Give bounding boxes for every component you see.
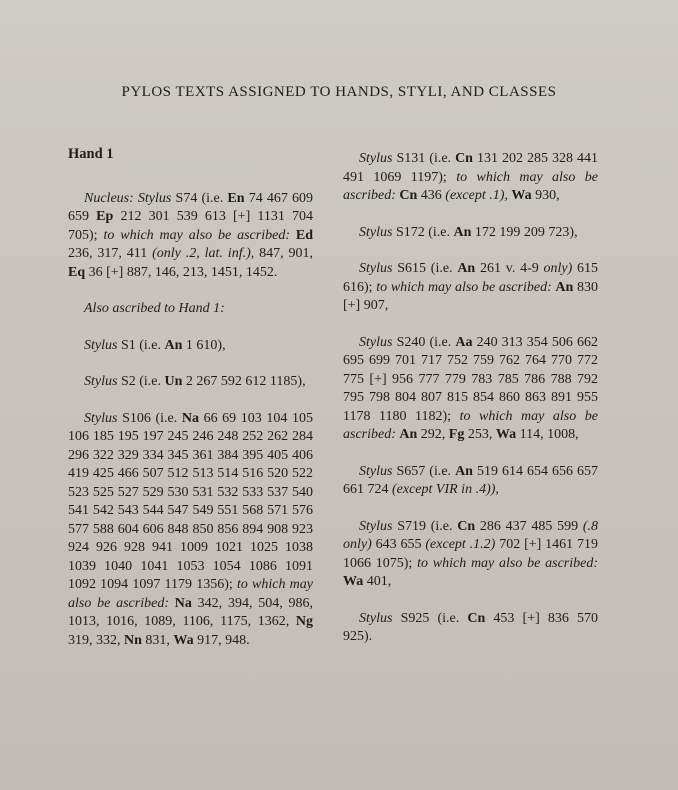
text-fragment: S74 <box>175 190 198 206</box>
text-fragment: Stylus <box>359 261 393 276</box>
text-fragment: 917, 948. <box>197 632 250 648</box>
text-fragment: Aa <box>455 334 473 350</box>
text-fragment: Wa <box>495 427 517 442</box>
text-fragment: 240 313 354 506 662 695 699 701 717 752 759 762 764 770 772 775 [+] 956 777 779 783 785 786 788 792 795 798 804 807 815 854 860 863 891 955 1178 1180 1182); <box>343 334 599 424</box>
text-fragment: 236, 317, 411 <box>68 246 148 261</box>
page-title: PYLOS TEXTS ASSIGNED TO HANDS, STYLI, AND CLASSES <box>121 84 557 100</box>
text-fragment: 114, 1008, <box>519 427 579 442</box>
text-fragment: only) <box>543 261 573 276</box>
text-fragment: An <box>555 279 574 295</box>
text-fragment: S615 <box>397 261 427 276</box>
text-fragment: (.8 only) <box>343 518 599 552</box>
text-fragment: to which may also be ascribed: <box>343 408 598 442</box>
indent <box>343 519 359 534</box>
stylus-s1 <box>68 337 313 356</box>
text-fragment: Nucleus: <box>84 190 134 206</box>
text-fragment: (i.e. <box>429 151 452 166</box>
text-fragment: An <box>399 427 418 442</box>
text-fragment: 831, <box>145 632 170 648</box>
text-fragment: Cn <box>399 188 418 203</box>
text-fragment: Ng <box>295 614 313 629</box>
also-ascribed-label: Also ascribed to Hand 1: <box>84 301 225 316</box>
text-fragment: 36 [+] 887, 146, 213, 1451, 1452. <box>88 264 278 280</box>
text-fragment: S172 <box>395 224 425 240</box>
text-fragment: S2 <box>120 374 136 389</box>
text-fragment: Stylus <box>137 190 172 206</box>
text-fragment: 66 69 103 104 105 106 185 195 197 245 246 248 252 262 284 296 322 329 334 345 361 384 395 405 406 419 425 466 507 512 513 514 516 520 522 523 525 527 529 530 531 532 533 537 540 541 542 543 544 547 549 551 568 571 576 577 588 604 606 848 850 856 894 908 923 924 926 928 941 1009 1021 1025 1038 1039 1040 1041 1053 1054 1086 1091 1092 1094 1097 1179 1356); <box>68 410 314 592</box>
hand-heading: Hand 1 <box>68 146 114 162</box>
text-fragment: Cn <box>467 610 486 626</box>
text-fragment: to which may also be ascribed: <box>68 577 313 611</box>
text-fragment: (i.e. <box>437 610 460 626</box>
text-fragment: En <box>227 190 245 206</box>
text-fragment: Stylus <box>359 334 393 350</box>
text-fragment: 172 199 209 723), <box>474 224 578 240</box>
stylus-s172 <box>343 224 598 243</box>
text-fragment: S925 <box>400 610 430 626</box>
text-fragment: 292, <box>420 427 446 442</box>
text-fragment: Wa <box>343 574 364 589</box>
indent <box>68 411 84 426</box>
indent <box>343 225 359 240</box>
text-fragment: Cn <box>455 151 473 166</box>
text-fragment: Stylus <box>359 151 393 166</box>
indent <box>343 261 359 276</box>
text-fragment: 2 267 592 612 1185), <box>185 374 306 389</box>
text-fragment: 319, 332, <box>68 632 121 648</box>
text-fragment: (i.e. <box>155 410 178 426</box>
text-fragment: 253, <box>467 427 493 442</box>
text-fragment: 286 437 485 599 <box>479 518 579 534</box>
text-fragment: S106 <box>122 410 151 426</box>
text-fragment: An <box>455 463 473 479</box>
text-fragment: Na <box>181 410 199 426</box>
text-fragment: Stylus <box>84 374 118 389</box>
left-column <box>68 145 313 668</box>
stylus-s657 <box>343 463 598 500</box>
text-fragment: Stylus <box>359 518 393 534</box>
text-fragment: (only .2, lat. inf.), <box>152 246 255 261</box>
stylus-s2 <box>68 373 313 392</box>
text-fragment: An <box>457 261 476 276</box>
indent <box>343 611 359 626</box>
text-fragment: 702 [+] 1461 719 1066 1075); <box>343 537 599 571</box>
stylus-s131 <box>343 150 598 206</box>
text-fragment: Cn <box>457 518 476 534</box>
text-fragment: S657 <box>396 463 426 479</box>
text-fragment: S240 <box>396 334 426 350</box>
text-fragment: (except VIR in .4)), <box>392 482 499 497</box>
text-fragment: Wa <box>173 632 194 648</box>
text-fragment: S131 <box>396 151 426 166</box>
text-fragment: (i.e. <box>139 337 162 353</box>
text-fragment: S719 <box>397 518 426 534</box>
text-fragment: 131 202 285 328 441 491 1069 1197); <box>343 151 599 185</box>
text-fragment: to which may also be ascribed: <box>343 169 598 203</box>
indent <box>68 374 84 389</box>
text-fragment: Na <box>174 595 192 611</box>
indent <box>343 464 359 479</box>
text-fragment: Stylus <box>359 224 393 240</box>
text-fragment: (i.e. <box>430 518 453 534</box>
text-fragment: 615 616); <box>343 261 599 295</box>
text-fragment: to which may also be ascribed: <box>103 227 290 243</box>
text-fragment: 212 301 539 613 [+] 1131 704 705); <box>68 209 314 243</box>
text-fragment: Stylus <box>359 610 393 626</box>
text-fragment: Stylus <box>359 463 393 479</box>
text-fragment: 930, <box>535 188 560 203</box>
text-fragment: (i.e. <box>139 374 162 389</box>
text-fragment: 519 614 654 656 657 661 724 <box>343 463 599 497</box>
text-fragment: (except .1), <box>445 188 508 203</box>
text-fragment: Eq <box>68 264 86 280</box>
text-fragment: (i.e. <box>429 334 452 350</box>
text-fragment: 1 610), <box>185 337 226 353</box>
stylus-s925 <box>343 610 598 647</box>
indent <box>68 338 84 353</box>
right-column <box>343 150 598 665</box>
text-fragment: 436 <box>420 188 442 203</box>
stylus-s240 <box>343 334 598 445</box>
text-fragment: An <box>164 337 183 353</box>
indent <box>68 191 84 206</box>
text-fragment: Un <box>164 374 183 389</box>
text-fragment: Fg <box>448 427 465 442</box>
text-fragment: An <box>453 224 472 240</box>
text-fragment: (i.e. <box>428 224 451 240</box>
text-fragment: Stylus <box>84 410 118 426</box>
text-fragment: 643 655 <box>375 537 422 552</box>
text-fragment: Wa <box>511 188 532 203</box>
indent <box>343 151 359 166</box>
text-fragment: 453 [+] 836 570 925). <box>343 610 599 644</box>
text-fragment: to which may also be ascribed: <box>417 555 598 571</box>
stylus-s106 <box>68 410 313 651</box>
stylus-s719 <box>343 518 598 592</box>
text-fragment: 261 v. 4-9 <box>479 261 539 276</box>
text-fragment: (i.e. <box>430 261 453 276</box>
text-fragment: (except .1.2) <box>425 537 496 552</box>
text-fragment: Ep <box>96 209 114 224</box>
text-fragment: 342, 394, 504, 986, 1013, 1016, 1089, 1106, 1175, 1362, <box>68 595 314 629</box>
text-fragment: 847, 901, <box>259 246 314 261</box>
text-fragment: 401, <box>366 574 392 589</box>
text-fragment: 830 [+] 907, <box>343 279 599 313</box>
text-fragment: 74 467 609 659 <box>68 190 313 224</box>
nucleus-paragraph <box>68 190 313 283</box>
text-fragment: S1 <box>120 337 136 353</box>
text-fragment: (i.e. <box>429 463 452 479</box>
text-fragment: Stylus <box>84 337 118 353</box>
stylus-s615 <box>343 260 598 316</box>
indent <box>343 335 359 350</box>
text-fragment: Nn <box>124 632 142 648</box>
text-fragment: to which may also be ascribed: <box>376 279 552 295</box>
text-fragment: Ed <box>295 227 313 243</box>
text-fragment: (i.e. <box>201 190 224 206</box>
